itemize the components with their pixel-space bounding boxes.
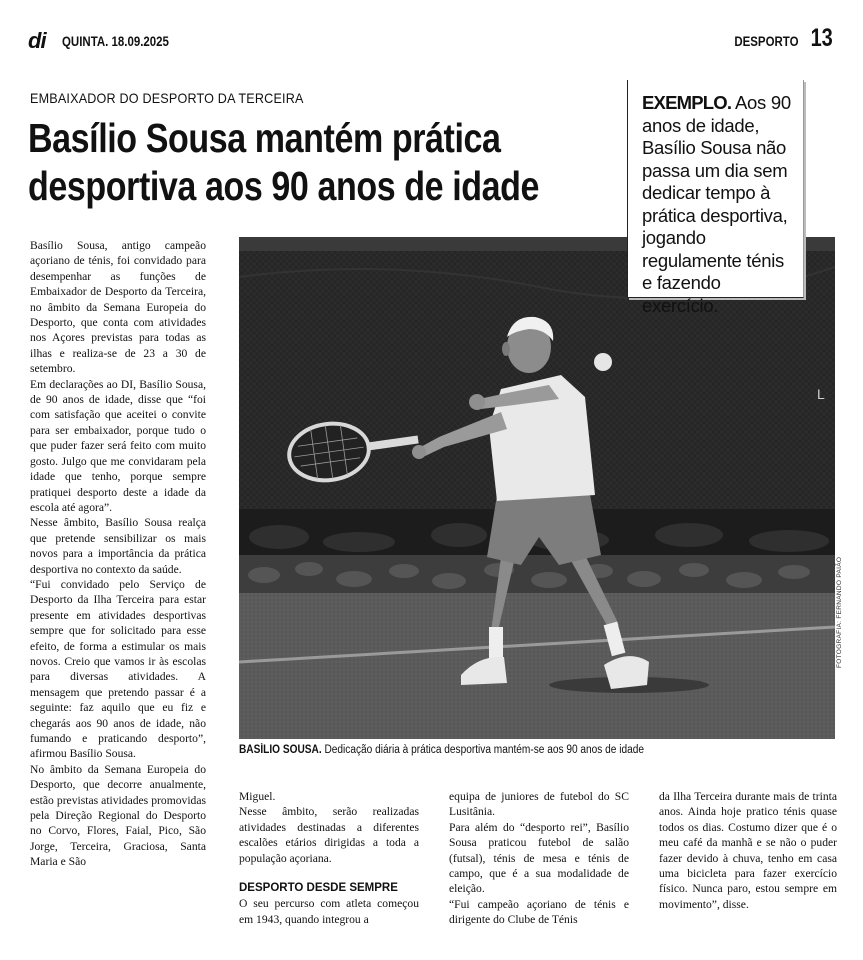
caption-lead: BASÍLIO SOUSA.: [239, 744, 322, 756]
body-column-4: [659, 789, 837, 912]
page-number: 13: [810, 24, 833, 52]
subheading: DESPORTO DESDE SEMPRE: [239, 882, 398, 895]
kicker: EMBAIXADOR DO DESPORTO DA TERCEIRA: [30, 90, 304, 106]
paragraph: Em declarações ao DI, Basílio Sousa, de 90 anos de idade, disse que “foi com satisfação que aceitei o convite para ser embaixador, porque tudo o que puder fazer será feito com muito gosto. Julgo que me convidaram pela idade que tenho, porque sempre pratiquei desporto deste a idade da escola até agora”.: [30, 377, 206, 514]
newspaper-logo: di: [28, 28, 46, 53]
paragraph: da Ilha Terceira durante mais de trinta anos. Ainda hoje pratico ténis quase todos os dias. Costumo dizer que é o meu café da manhã e se não o puder fazer devido à chuva, tenho em casa uma bicicleta para fazer exercício físico. Nunca paro, estou sempre em movimento”, disse.: [659, 790, 837, 911]
paragraph: Nesse âmbito, Basílio Sousa realça que pretende sensibilizar os mais novos para a importância da prática desportiva no contexto da saúde.: [30, 516, 206, 576]
headline: [28, 114, 543, 210]
headline-line-2: desportiva aos 90 anos de idade: [28, 163, 540, 209]
callout-paragraph: [642, 92, 793, 317]
paragraph: No âmbito da Semana Europeia do Desporto, que decorre anualmente, estão previstas atividades promovidas pela Direção Regional do Desporto no Corvo, Flores, Faial, Pico, São Jorge, Terceira, Graciosa, Santa Maria e São: [30, 762, 206, 869]
callout-text: Aos 90 anos de idade, Basílio Sousa não passa um dia sem dedicar tempo à prática desportiva, jogando regulamente ténis e fazendo exercício.: [642, 92, 791, 316]
photo-caption: [239, 744, 644, 756]
caption-text: Dedicação diária à prática desportiva mantém-se aos 90 anos de idade: [321, 744, 645, 756]
paragraph: Basílio Sousa, antigo campeão açoriano de ténis, foi convidado para desempenhar as funções de Embaixador de Desporto da Terceira, no âmbito da Semana Europeia do Desporto, que conta com atividades nos Açores previstas para todas as ilhas e realiza-se de 23 a 30 de setembro.: [30, 239, 206, 376]
callout-box: [627, 80, 804, 316]
paragraph: equipa de juniores de futebol do SC Lusitânia.: [449, 790, 629, 819]
callout-lead: EXEMPLO.: [642, 92, 732, 113]
paragraph: Miguel.: [239, 790, 276, 803]
section-name: DESPORTO: [734, 34, 799, 49]
paragraph: “Fui convidado pelo Serviço de Desporto da Ilha Terceira para estar presente em atividades desportivas sempre que for solicitado para esse efeito, de forma a estimular os mais novos. Creio que vamos ir às escolas para diversas atividades. A mensagem que pretendo passar é a seguinte: faz aquilo que eu fiz e chegarás aos 90 anos de idade, não fumando e praticando desporto”, afirmou Basílio Sousa.: [30, 577, 206, 761]
body-column-2: [239, 789, 419, 927]
svg-text:L: L: [817, 386, 825, 402]
photo-credit: FOTOGRAFIA: FERNANDO PAIÃO: [836, 556, 843, 668]
body-column-3: [449, 789, 629, 928]
body-column-1: [30, 238, 206, 870]
headline-line-1: Basílio Sousa mantém prática: [28, 115, 501, 161]
issue-date: QUINTA. 18.09.2025: [62, 34, 169, 49]
paragraph: Nesse âmbito, serão realizadas atividades destinadas a diferentes escalões etários dirigidas a toda a população açoriana.: [239, 805, 419, 865]
paragraph: “Fui campeão açoriano de ténis e dirigente do Clube de Ténis: [449, 897, 629, 927]
paragraph: Para além do “desporto rei”, Basílio Sousa praticou futebol de salão (futsal), ténis de mesa e ténis de campo, que é a sua modalidade de eleição.: [449, 820, 629, 896]
paragraph: O seu percurso com atleta começou em 1943, quando integrou a: [239, 897, 419, 926]
